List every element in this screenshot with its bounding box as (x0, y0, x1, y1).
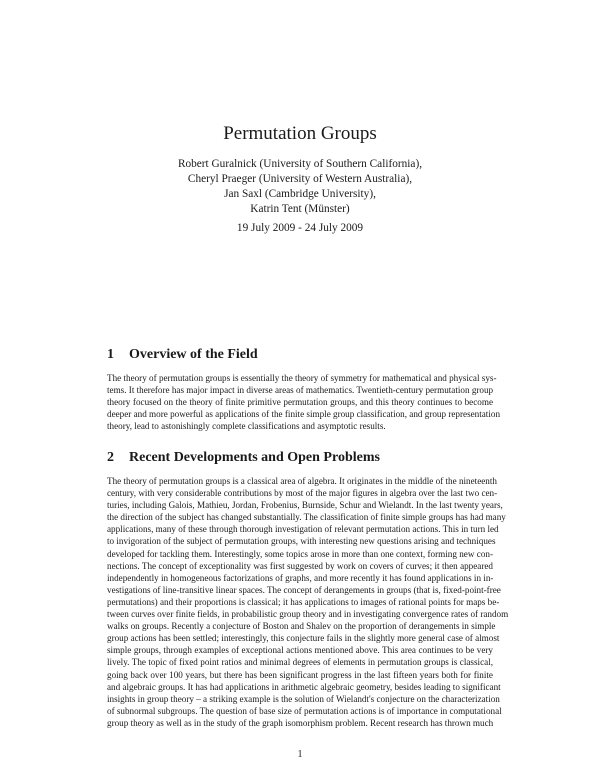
text-line: and algebraic groups. It has had applications in arithmetic algebraic geometry, besides leading to significant (107, 681, 501, 692)
author-line: Robert Guralnick (University of Southern California), (177, 158, 423, 170)
text-line: deeper and more powerful as applications of the finite simple group classification, and group representation (107, 409, 501, 420)
author-line: Cheryl Praeger (University of Western Australia), (187, 173, 413, 185)
page-number: 1 (297, 749, 303, 760)
text-line: theory, lead to astonishingly complete classifications and asymptotic results. (107, 421, 386, 432)
text-line: going back over 100 years, but there has been significant progress in the last fifteen years both for finite (107, 669, 493, 680)
text-line: vestigations of line-transitive linear spaces. The concept of derangements in groups (that is, fixed-point-free (107, 584, 501, 595)
text-line: of subnormal subgroups. The question of base size of permutation actions is of importance in computational (107, 705, 502, 716)
text-line: The theory of permutation groups is a classical area of algebra. It originates in the middle of the nineteenth (107, 476, 497, 486)
event-dates: 19 July 2009 - 24 July 2009 (236, 222, 364, 234)
section-number: 2 (107, 450, 114, 465)
text-line: applications, many of these through thorough investigation of relevant permutation actions. This in turn led (107, 524, 499, 535)
text-line: turies, including Galois, Mathieu, Jordan, Frobenius, Burnside, Schur and Wielandt. In the last twenty years, (107, 500, 503, 511)
text-line: walks on groups. Recently a conjecture of Boston and Shalev on the proportion of derangements in simple (107, 621, 496, 632)
text-line: The theory of permutation groups is essentially the theory of symmetry for mathematical and physical sys- (107, 373, 497, 383)
text-line: insights in group theory – a striking example is the solution of Wielandt's conjecture on the characterization (107, 693, 500, 704)
text-line: group actions has been settled; interestingly, this conjecture fails in the slightly more general case of almost (107, 633, 500, 644)
text-line: the direction of the subject has changed substantially. The classification of finite simple groups has had many (107, 512, 506, 523)
text-line: theory focused on the theory of finite primitive permutation groups, and this theory continues to become (107, 397, 493, 408)
text-line: permutations) and their proportions is classical; it has applications to images of rational points for maps be- (107, 596, 500, 607)
text-line: simple groups, through examples of exceptional actions mentioned above. This area continues to be very (107, 645, 493, 656)
section-body (107, 475, 509, 729)
section-number: 1 (107, 347, 114, 362)
text-line: tems. It therefore has major impact in diverse areas of mathematics. Twentieth-century permutation group (107, 385, 494, 396)
text-line: century, with very considerable contributions by most of the major figures in algebra over the last two cen- (107, 488, 498, 499)
text-line: to invigoration of the subject of permutation groups, with interesting new questions arising and techniques (107, 536, 496, 547)
text-line: tween curves over finite fields, in probabilistic group theory and in investigating convergence rates of random (107, 609, 509, 620)
section-heading (107, 449, 380, 467)
text-line: developed for tackling them. Interestingly, some topics arose in more than one context, forming new con- (107, 548, 493, 559)
text-line: lively. The topic of fixed point ratios and minimal degrees of elements in permutation groups is classical, (107, 657, 493, 668)
paper-title: Permutation Groups (223, 123, 377, 144)
section-title: Overview of the Field (129, 347, 258, 362)
section-heading (107, 346, 258, 364)
section-body (107, 372, 501, 432)
text-line: nections. The concept of exceptionality was first suggested by work on covers of curves; it then appeared (107, 560, 493, 571)
text-line: group theory as well as in the study of the graph isomorphism problem. Recent research has thrown much (107, 717, 494, 728)
text-line: independently in homogeneous factorizations of graphs, and more recently it has found applications in in- (107, 572, 494, 583)
section-title: Recent Developments and Open Problems (129, 450, 380, 465)
author-line: Jan Saxl (Cambridge University), (224, 188, 376, 200)
author-line: Katrin Tent (Münster) (250, 203, 350, 215)
author-list (0, 157, 600, 217)
